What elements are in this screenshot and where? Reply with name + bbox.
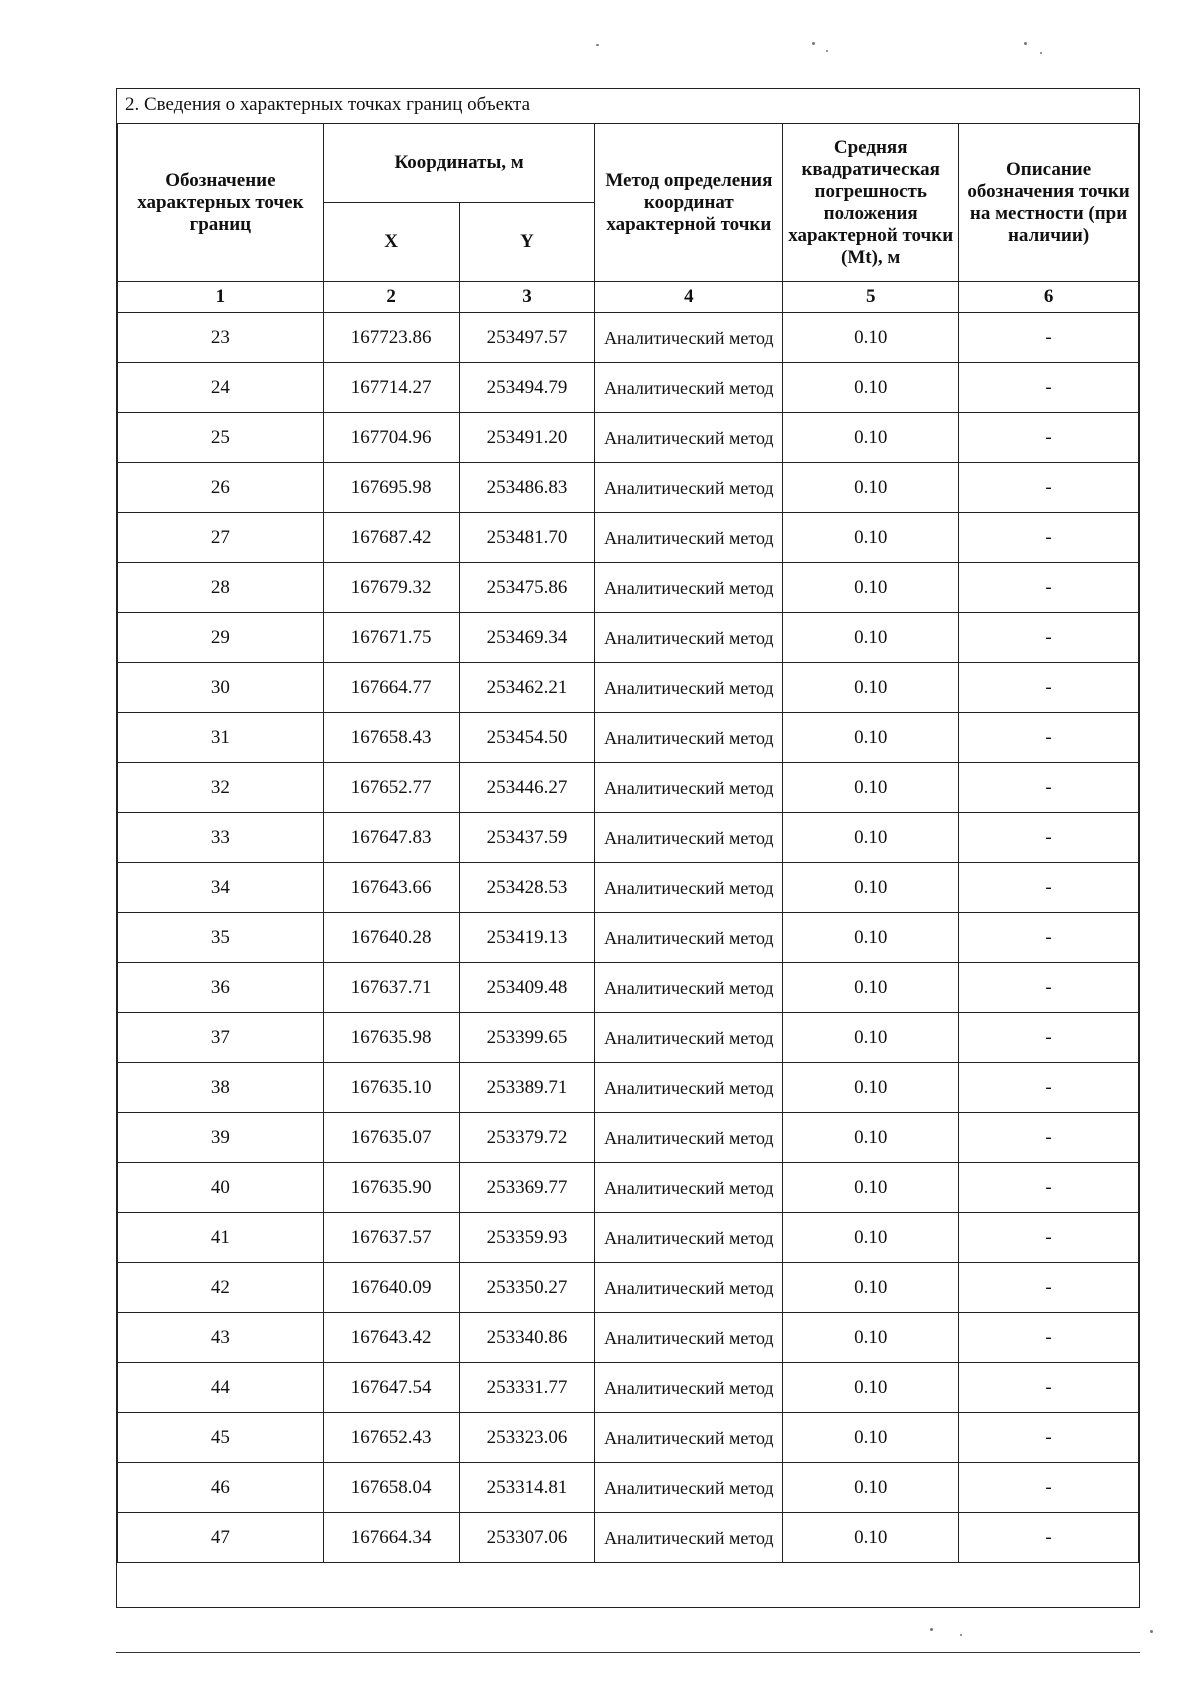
cell-method: Аналитический метод (595, 363, 783, 413)
cell-mt: 0.10 (783, 1513, 959, 1563)
cell-x: 167647.54 (323, 1363, 459, 1413)
scan-speck (1150, 1630, 1153, 1633)
cell-x: 167643.42 (323, 1313, 459, 1363)
cell-point: 42 (118, 1263, 324, 1313)
cell-x: 167658.04 (323, 1463, 459, 1513)
scan-speck (1040, 52, 1042, 54)
cell-y: 253491.20 (459, 413, 595, 463)
cell-x: 167714.27 (323, 363, 459, 413)
cell-description: - (959, 313, 1139, 363)
cell-point: 43 (118, 1313, 324, 1363)
cell-point: 41 (118, 1213, 324, 1263)
cell-method: Аналитический метод (595, 463, 783, 513)
cell-point: 39 (118, 1113, 324, 1163)
cell-y: 253350.27 (459, 1263, 595, 1313)
header-y: Y (459, 203, 595, 282)
table-row (118, 613, 1139, 663)
cell-y: 253428.53 (459, 863, 595, 913)
cell-point: 24 (118, 363, 324, 413)
cell-method: Аналитический метод (595, 1363, 783, 1413)
scan-speck (1024, 42, 1027, 45)
cell-description: - (959, 563, 1139, 613)
table-row (118, 1263, 1139, 1313)
cell-mt: 0.10 (783, 663, 959, 713)
cell-description: - (959, 1413, 1139, 1463)
cell-x: 167640.28 (323, 913, 459, 963)
cell-x: 167664.34 (323, 1513, 459, 1563)
table-row (118, 763, 1139, 813)
cell-mt: 0.10 (783, 413, 959, 463)
cell-mt: 0.10 (783, 863, 959, 913)
cell-description: - (959, 363, 1139, 413)
cell-point: 30 (118, 663, 324, 713)
table-row (118, 1213, 1139, 1263)
table-row (118, 513, 1139, 563)
cell-mt: 0.10 (783, 1113, 959, 1163)
cell-x: 167635.90 (323, 1163, 459, 1213)
cell-point: 34 (118, 863, 324, 913)
cell-x: 167687.42 (323, 513, 459, 563)
cell-description: - (959, 963, 1139, 1013)
cell-point: 45 (118, 1413, 324, 1463)
cell-point: 28 (118, 563, 324, 613)
table-row (118, 863, 1139, 913)
cell-point: 26 (118, 463, 324, 513)
cell-y: 253399.65 (459, 1013, 595, 1063)
column-number: 3 (459, 282, 595, 313)
table-row (118, 1413, 1139, 1463)
cell-method: Аналитический метод (595, 713, 783, 763)
cell-point: 33 (118, 813, 324, 863)
cell-y: 253379.72 (459, 1113, 595, 1163)
cell-mt: 0.10 (783, 1463, 959, 1513)
cell-y: 253369.77 (459, 1163, 595, 1213)
cell-mt: 0.10 (783, 963, 959, 1013)
cell-point: 32 (118, 763, 324, 813)
cell-y: 253462.21 (459, 663, 595, 713)
cell-description: - (959, 663, 1139, 713)
cell-x: 167637.57 (323, 1213, 459, 1263)
cell-y: 253486.83 (459, 463, 595, 513)
table-row (118, 913, 1139, 963)
cell-point: 36 (118, 963, 324, 1013)
header-x: X (323, 203, 459, 282)
cell-point: 44 (118, 1363, 324, 1413)
cell-description: - (959, 1363, 1139, 1413)
table-row (118, 963, 1139, 1013)
cell-method: Аналитический метод (595, 1313, 783, 1363)
cell-y: 253340.86 (459, 1313, 595, 1363)
table-row (118, 563, 1139, 613)
cell-description: - (959, 413, 1139, 463)
cell-y: 253331.77 (459, 1363, 595, 1413)
cell-description: - (959, 763, 1139, 813)
cell-description: - (959, 613, 1139, 663)
cell-x: 167637.71 (323, 963, 459, 1013)
scan-speck (930, 1628, 933, 1631)
cell-y: 253323.06 (459, 1413, 595, 1463)
scan-speck (812, 42, 815, 45)
cell-mt: 0.10 (783, 313, 959, 363)
cell-mt: 0.10 (783, 1313, 959, 1363)
cell-mt: 0.10 (783, 763, 959, 813)
cell-description: - (959, 1463, 1139, 1513)
cell-description: - (959, 813, 1139, 863)
cell-method: Аналитический метод (595, 1063, 783, 1113)
table-row (118, 313, 1139, 363)
cell-mt: 0.10 (783, 463, 959, 513)
column-number: 4 (595, 282, 783, 313)
cell-method: Аналитический метод (595, 413, 783, 463)
cell-x: 167635.98 (323, 1013, 459, 1063)
cell-y: 253437.59 (459, 813, 595, 863)
cell-method: Аналитический метод (595, 813, 783, 863)
cell-y: 253409.48 (459, 963, 595, 1013)
cell-method: Аналитический метод (595, 663, 783, 713)
cell-y: 253307.06 (459, 1513, 595, 1563)
table-row (118, 1363, 1139, 1413)
header-method: Метод определения координат характерной точки (595, 124, 783, 282)
table-row (118, 1013, 1139, 1063)
cell-method: Аналитический метод (595, 513, 783, 563)
cell-mt: 0.10 (783, 813, 959, 863)
cell-mt: 0.10 (783, 613, 959, 663)
cell-point: 37 (118, 1013, 324, 1063)
cell-x: 167640.09 (323, 1263, 459, 1313)
cell-description: - (959, 463, 1139, 513)
cell-description: - (959, 1513, 1139, 1563)
cell-mt: 0.10 (783, 713, 959, 763)
document-frame (116, 88, 1140, 1608)
scan-speck (960, 1634, 962, 1636)
footer-divider (116, 1652, 1140, 1653)
cell-method: Аналитический метод (595, 563, 783, 613)
table-row (118, 813, 1139, 863)
column-number: 6 (959, 282, 1139, 313)
cell-mt: 0.10 (783, 1263, 959, 1313)
header-designation: Обозначение характерных точек границ (118, 124, 324, 282)
cell-description: - (959, 913, 1139, 963)
cell-mt: 0.10 (783, 1363, 959, 1413)
cell-method: Аналитический метод (595, 1113, 783, 1163)
cell-description: - (959, 1163, 1139, 1213)
cell-point: 27 (118, 513, 324, 563)
table-row (118, 413, 1139, 463)
cell-y: 253389.71 (459, 1063, 595, 1113)
cell-x: 167643.66 (323, 863, 459, 913)
cell-x: 167635.10 (323, 1063, 459, 1113)
cell-x: 167652.43 (323, 1413, 459, 1463)
header-coordinates: Координаты, м (323, 124, 595, 203)
column-number: 5 (783, 282, 959, 313)
cell-x: 167679.32 (323, 563, 459, 613)
cell-x: 167647.83 (323, 813, 459, 863)
cell-y: 253475.86 (459, 563, 595, 613)
cell-point: 46 (118, 1463, 324, 1513)
header-description: Описание обозначения точки на местности (при наличии) (959, 124, 1139, 282)
section-title: 2. Сведения о характерных точках границ объекта (125, 94, 531, 115)
cell-method: Аналитический метод (595, 1463, 783, 1513)
cell-x: 167664.77 (323, 663, 459, 713)
cell-description: - (959, 1063, 1139, 1113)
cell-x: 167658.43 (323, 713, 459, 763)
cell-y: 253446.27 (459, 763, 595, 813)
cell-method: Аналитический метод (595, 763, 783, 813)
cell-point: 31 (118, 713, 324, 763)
cell-description: - (959, 1113, 1139, 1163)
cell-method: Аналитический метод (595, 913, 783, 963)
column-number: 2 (323, 282, 459, 313)
cell-mt: 0.10 (783, 513, 959, 563)
cell-y: 253469.34 (459, 613, 595, 663)
cell-x: 167652.77 (323, 763, 459, 813)
cell-y: 253359.93 (459, 1213, 595, 1263)
table-row (118, 1063, 1139, 1113)
cell-point: 38 (118, 1063, 324, 1113)
table-row (118, 1463, 1139, 1513)
cell-y: 253454.50 (459, 713, 595, 763)
table-row (118, 713, 1139, 763)
empty-row (117, 1572, 1139, 1607)
cell-method: Аналитический метод (595, 1163, 783, 1213)
cell-description: - (959, 863, 1139, 913)
cell-point: 23 (118, 313, 324, 363)
cell-y: 253419.13 (459, 913, 595, 963)
cell-method: Аналитический метод (595, 1513, 783, 1563)
cell-y: 253314.81 (459, 1463, 595, 1513)
cell-mt: 0.10 (783, 1163, 959, 1213)
cell-description: - (959, 1263, 1139, 1313)
column-number: 1 (118, 282, 324, 313)
table-row (118, 363, 1139, 413)
cell-method: Аналитический метод (595, 1413, 783, 1463)
cell-description: - (959, 713, 1139, 763)
cell-y: 253494.79 (459, 363, 595, 413)
cell-mt: 0.10 (783, 1413, 959, 1463)
table-row (118, 463, 1139, 513)
cell-mt: 0.10 (783, 1213, 959, 1263)
cell-x: 167723.86 (323, 313, 459, 363)
table-row (118, 1163, 1139, 1213)
cell-method: Аналитический метод (595, 613, 783, 663)
cell-description: - (959, 1213, 1139, 1263)
cell-method: Аналитический метод (595, 1213, 783, 1263)
cell-x: 167704.96 (323, 413, 459, 463)
table-row (118, 663, 1139, 713)
cell-method: Аналитический метод (595, 863, 783, 913)
boundary-points-table (117, 123, 1139, 1563)
header-error: Средняя квадратическая погрешность положения характерной точки (Mt), м (783, 124, 959, 282)
cell-point: 40 (118, 1163, 324, 1213)
cell-mt: 0.10 (783, 563, 959, 613)
cell-point: 25 (118, 413, 324, 463)
scan-speck (596, 44, 599, 46)
cell-point: 47 (118, 1513, 324, 1563)
cell-description: - (959, 1013, 1139, 1063)
cell-mt: 0.10 (783, 363, 959, 413)
column-numbers-row (118, 282, 1139, 313)
cell-method: Аналитический метод (595, 313, 783, 363)
cell-method: Аналитический метод (595, 1013, 783, 1063)
cell-mt: 0.10 (783, 1013, 959, 1063)
cell-point: 29 (118, 613, 324, 663)
cell-mt: 0.10 (783, 913, 959, 963)
scan-speck (826, 50, 828, 52)
table-row (118, 1313, 1139, 1363)
cell-x: 167671.75 (323, 613, 459, 663)
cell-method: Аналитический метод (595, 1263, 783, 1313)
cell-x: 167635.07 (323, 1113, 459, 1163)
cell-x: 167695.98 (323, 463, 459, 513)
cell-method: Аналитический метод (595, 963, 783, 1013)
cell-description: - (959, 1313, 1139, 1363)
cell-y: 253481.70 (459, 513, 595, 563)
cell-mt: 0.10 (783, 1063, 959, 1113)
table-row (118, 1513, 1139, 1563)
cell-y: 253497.57 (459, 313, 595, 363)
table-row (118, 1113, 1139, 1163)
cell-description: - (959, 513, 1139, 563)
cell-point: 35 (118, 913, 324, 963)
